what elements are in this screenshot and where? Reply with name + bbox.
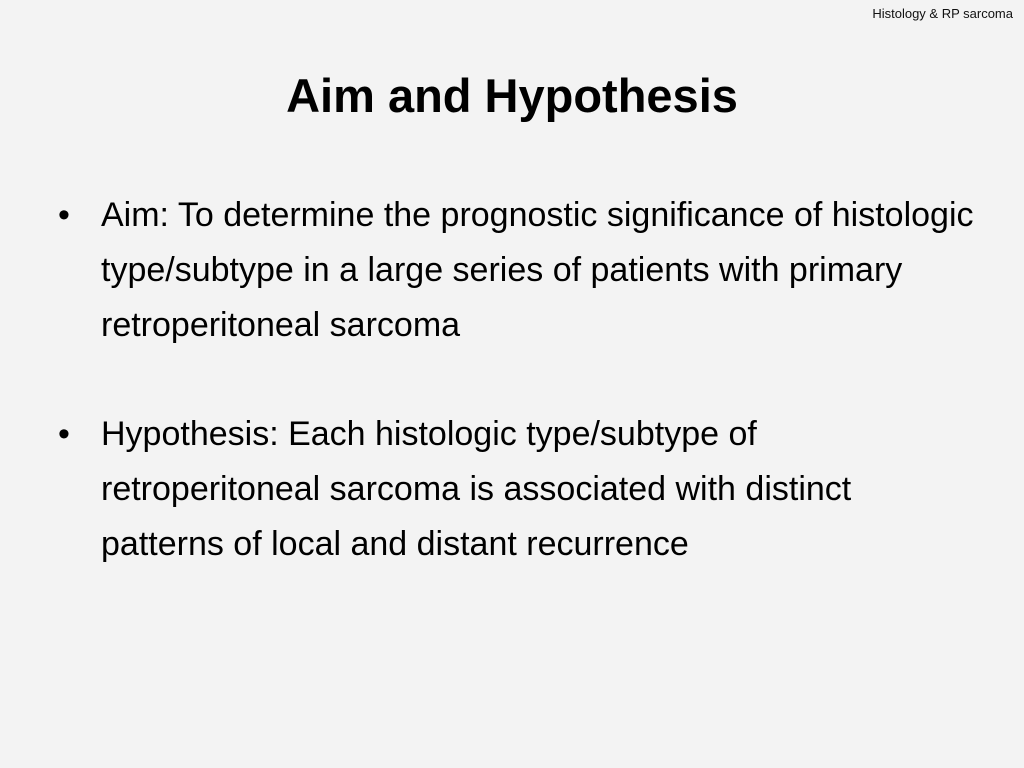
slide-title: Aim and Hypothesis — [286, 69, 738, 122]
header-note: Histology & RP sarcoma — [872, 6, 1013, 21]
bullet-list — [58, 188, 983, 572]
bullet-icon: • — [58, 415, 70, 453]
bullet-icon: • — [58, 196, 70, 234]
bullet-aim-text: Aim: To determine the prognostic significance of histologic type/subtype in a large series of patients with primary retroperitoneal sarcoma — [101, 196, 974, 344]
bullet-hypothesis-text: Hypothesis: Each histologic type/subtype of retroperitoneal sarcoma is associated with distinct patterns of local and distant recurrence — [101, 415, 852, 563]
bullet-hypothesis — [58, 407, 983, 572]
bullet-aim — [58, 188, 983, 353]
